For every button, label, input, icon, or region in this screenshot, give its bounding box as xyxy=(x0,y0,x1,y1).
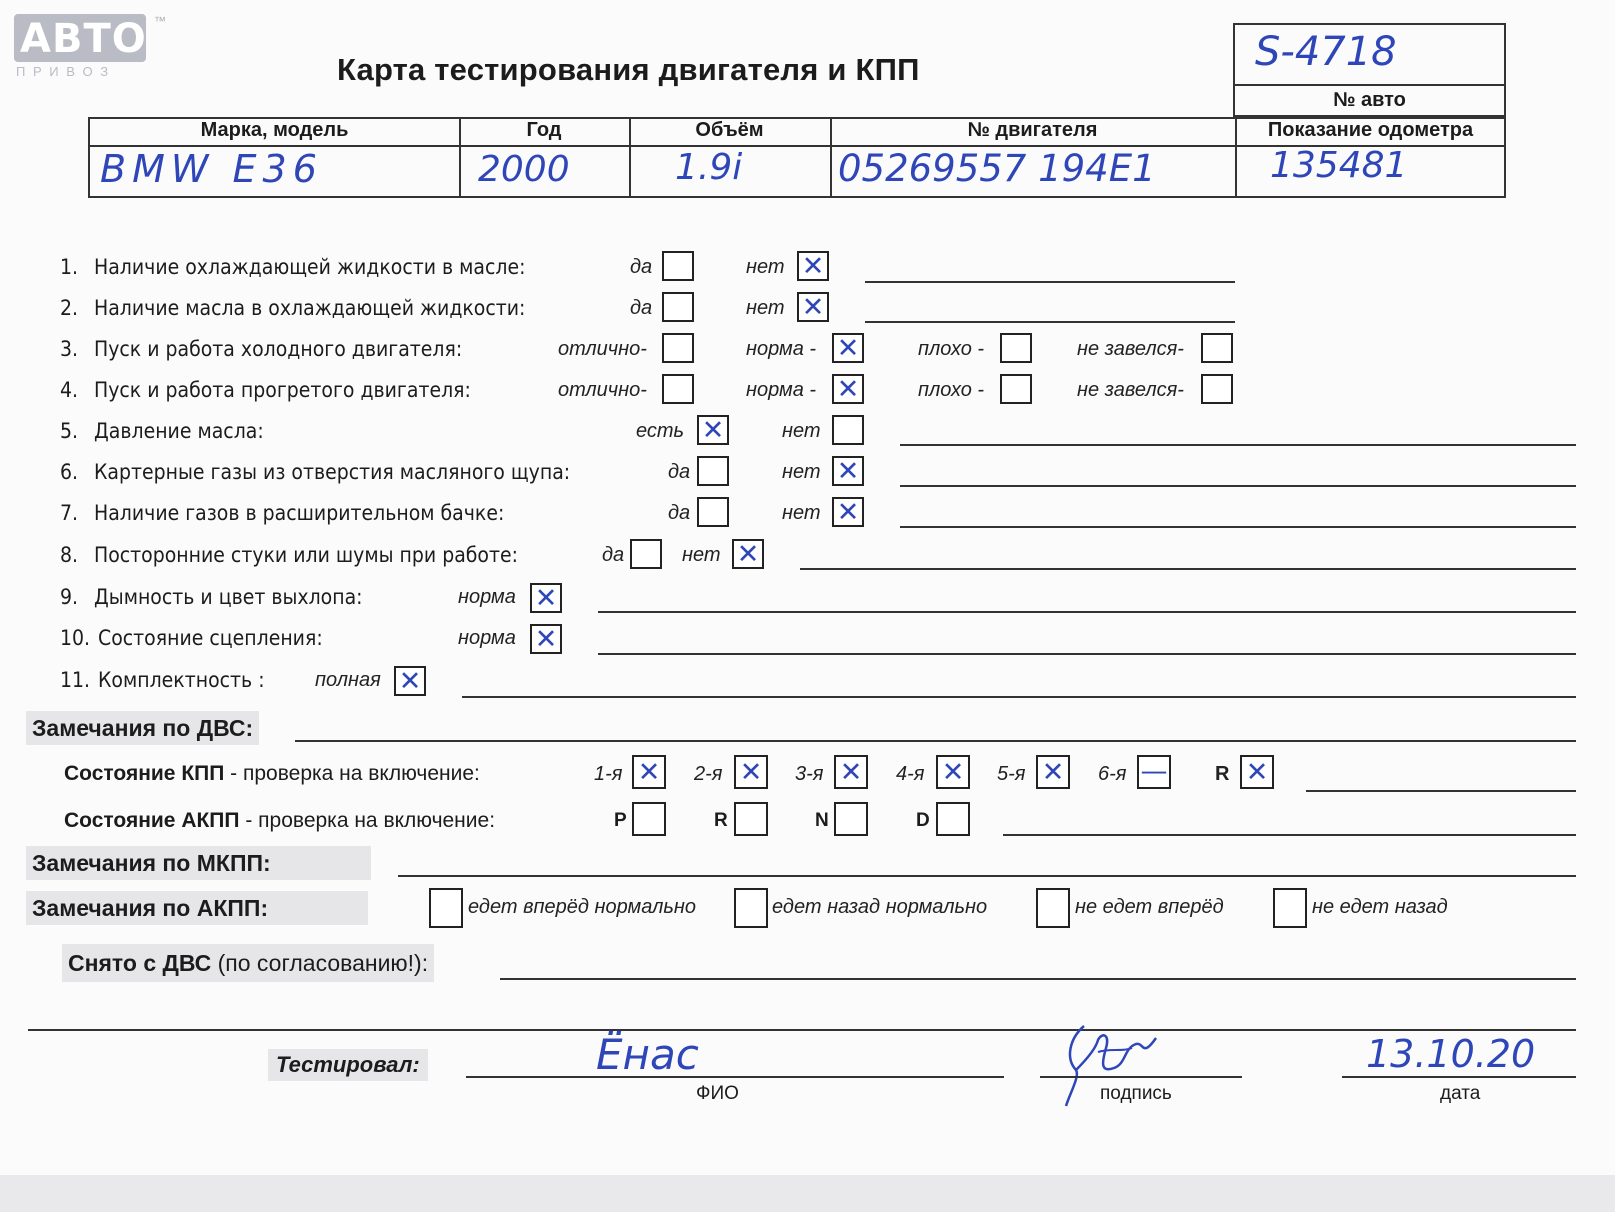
akpp-backward-ok-label: едет назад нормально xyxy=(772,896,988,918)
fio-label: ФИО xyxy=(696,1083,739,1104)
separator-line xyxy=(28,1029,1576,1031)
q2-line xyxy=(865,321,1235,323)
q3-opt-normal-label: норма - xyxy=(746,338,817,360)
dvs-remarks-label: Замечания по ДВС: xyxy=(26,711,259,745)
question-6-number: 6. xyxy=(60,460,79,484)
col-header-model: Марка, модель xyxy=(200,119,349,141)
logo-subtext: П Р И В О З xyxy=(16,64,111,79)
q3-opt-excellent-label: отлично- xyxy=(558,338,647,360)
q1-checkbox-no[interactable] xyxy=(797,251,829,281)
col-header-engine-number: № двигателя xyxy=(967,119,1098,141)
akpp-label-rest: - проверка на включение: xyxy=(239,809,496,832)
question-4-text: Пуск и работа прогретого двигателя: xyxy=(94,378,471,402)
q6-line xyxy=(900,485,1576,487)
fio-line[interactable] xyxy=(466,1076,1004,1078)
mode-d-checkbox[interactable] xyxy=(936,802,970,836)
gear-3-label: 3-я xyxy=(795,763,824,785)
removed-label xyxy=(62,944,434,982)
question-1-text: Наличие охлаждающей жидкости в масле: xyxy=(94,255,526,279)
q1-opt-no-label: нет xyxy=(746,256,785,278)
tester-name-value: Ёнас xyxy=(596,1030,699,1079)
q2-checkbox-no[interactable] xyxy=(797,292,829,322)
question-10-number: 10. xyxy=(60,626,91,650)
akpp-remarks-label: Замечания по АКПП: xyxy=(26,891,368,925)
q1-checkbox-yes[interactable] xyxy=(662,251,694,281)
q5-line xyxy=(900,444,1576,446)
question-2-number: 2. xyxy=(60,296,79,320)
mode-p-checkbox[interactable] xyxy=(632,802,666,836)
q6-opt-yes-label: да xyxy=(668,461,691,483)
gear-3-checkbox[interactable] xyxy=(834,755,868,789)
logo-tm: ™ xyxy=(154,14,166,28)
signature-line[interactable] xyxy=(1040,1076,1242,1078)
gear-5-label: 5-я xyxy=(997,763,1026,785)
gear-r-label: R xyxy=(1215,763,1230,785)
check-mark: ✕ xyxy=(801,292,825,323)
akpp-no-forward-label: не едет вперёд xyxy=(1075,896,1224,918)
mode-n-checkbox[interactable] xyxy=(834,802,868,836)
col-header-volume: Объём xyxy=(695,119,764,141)
value-odometer: 135481 xyxy=(1270,145,1408,186)
q7-checkbox-no[interactable] xyxy=(832,497,864,527)
q4-checkbox-excellent[interactable] xyxy=(662,374,694,404)
check-mark: ✕ xyxy=(398,666,422,697)
check-mark: ✕ xyxy=(701,415,725,446)
check-mark: ✕ xyxy=(941,757,965,788)
q8-opt-yes-label: да xyxy=(602,544,625,566)
signature-label: подпись xyxy=(1100,1083,1172,1104)
question-8-text: Посторонние стуки или шумы при работе: xyxy=(94,543,518,567)
q8-line xyxy=(800,568,1576,570)
question-5-number: 5. xyxy=(60,419,79,443)
kpp-label xyxy=(64,762,480,786)
akpp-forward-ok-label: едет вперёд нормально xyxy=(468,896,697,918)
check-mark: ✕ xyxy=(836,333,860,364)
check-mark: ✕ xyxy=(836,374,860,405)
q2-opt-yes-label: да xyxy=(630,297,653,319)
gear-r-checkbox[interactable] xyxy=(1240,755,1274,789)
q4-checkbox-normal[interactable] xyxy=(832,374,864,404)
check-mark: ✕ xyxy=(637,757,661,788)
scan-background xyxy=(0,1175,1615,1212)
gear-1-checkbox[interactable] xyxy=(632,755,666,789)
question-9-number: 9. xyxy=(60,585,79,609)
q4-checkbox-nostart[interactable] xyxy=(1201,374,1233,404)
value-engine-number: 05269557 194E1 xyxy=(838,147,1156,190)
check-mark: ✕ xyxy=(1245,757,1269,788)
q4-opt-excellent-label: отлично- xyxy=(558,379,647,401)
gear-2-label: 2-я xyxy=(694,763,723,785)
gear-4-label: 4-я xyxy=(896,763,925,785)
gear-6-checkbox[interactable] xyxy=(1137,755,1171,789)
akpp-label-bold: Состояние АКПП xyxy=(64,809,240,832)
q9-checkbox-normal[interactable] xyxy=(530,583,562,613)
q3-opt-nostart-label: не завелся- xyxy=(1077,338,1184,360)
date-line[interactable] xyxy=(1342,1076,1576,1078)
akpp-no-forward-checkbox[interactable] xyxy=(1036,888,1070,928)
car-number-label: № авто xyxy=(1333,89,1406,111)
car-number-value: S-4718 xyxy=(1255,29,1397,75)
q1-opt-yes-label: да xyxy=(630,256,653,278)
gear-5-checkbox[interactable] xyxy=(1036,755,1070,789)
car-number-box xyxy=(1233,23,1506,117)
q8-checkbox-no[interactable] xyxy=(732,539,764,569)
gear-2-checkbox[interactable] xyxy=(734,755,768,789)
question-1-number: 1. xyxy=(60,255,79,279)
removed-label-bold: Снято с ДВС xyxy=(68,950,212,976)
akpp-line xyxy=(1003,834,1576,836)
q11-checkbox-complete[interactable] xyxy=(394,666,426,696)
tested-by-label: Тестировал: xyxy=(268,1049,428,1081)
check-mark: ✕ xyxy=(801,251,825,282)
mkpp-remarks-label: Замечания по МКПП: xyxy=(26,846,371,880)
q7-opt-no-label: нет xyxy=(782,502,821,524)
logo xyxy=(14,14,166,79)
question-11-text: Комплектность : xyxy=(98,668,265,692)
value-volume: 1.9i xyxy=(675,147,743,188)
q4-checkbox-bad[interactable] xyxy=(1000,374,1032,404)
header-table xyxy=(88,117,1506,198)
q4-opt-nostart-label: не завелся- xyxy=(1077,379,1184,401)
akpp-no-backward-label: не едет назад xyxy=(1312,896,1448,918)
col-header-odometer: Показание одометра xyxy=(1267,119,1474,141)
akpp-forward-ok-checkbox[interactable] xyxy=(429,888,463,928)
q8-checkbox-yes[interactable] xyxy=(630,539,662,569)
removed-line[interactable] xyxy=(500,978,1576,980)
value-model: BMW E36 xyxy=(100,147,323,191)
check-mark: ✕ xyxy=(836,456,860,487)
check-mark: ✕ xyxy=(839,757,863,788)
check-mark: ✕ xyxy=(736,539,760,570)
akpp-backward-ok-checkbox[interactable] xyxy=(734,888,768,928)
q7-line xyxy=(900,526,1576,528)
q5-checkbox-yes[interactable] xyxy=(697,415,729,445)
q11-line xyxy=(462,696,1576,698)
mode-p-label: P xyxy=(614,810,627,831)
q10-checkbox-normal[interactable] xyxy=(530,624,562,654)
q5-checkbox-no[interactable] xyxy=(832,415,864,445)
kpp-line xyxy=(1306,790,1576,792)
dvs-remarks-line[interactable] xyxy=(295,740,1576,742)
q5-opt-yes-label: есть xyxy=(636,420,685,442)
page-title: Карта тестирования двигателя и КПП xyxy=(337,52,920,87)
mode-n-label: N xyxy=(815,810,829,831)
dash-mark: — xyxy=(1140,756,1168,787)
question-6-text: Картерные газы из отверстия масляного щупа: xyxy=(94,460,571,484)
question-5-text: Давление масла: xyxy=(94,419,264,443)
question-10-text: Состояние сцепления: xyxy=(98,626,323,650)
q2-opt-no-label: нет xyxy=(746,297,785,319)
kpp-label-rest: - проверка на включение: xyxy=(224,762,480,785)
question-2-text: Наличие масла в охлаждающей жидкости: xyxy=(94,296,526,320)
q1-line xyxy=(865,281,1235,283)
gear-1-label: 1-я xyxy=(594,763,623,785)
removed-label-rest: (по согласованию!): xyxy=(211,950,429,976)
mode-r-checkbox[interactable] xyxy=(734,802,768,836)
q3-checkbox-nostart[interactable] xyxy=(1201,333,1233,363)
q3-checkbox-excellent[interactable] xyxy=(662,333,694,363)
gear-6-label: 6-я xyxy=(1098,763,1127,785)
value-year: 2000 xyxy=(478,149,570,190)
question-9-text: Дымность и цвет выхлопа: xyxy=(94,585,363,609)
question-7-number: 7. xyxy=(60,501,79,525)
check-mark: ✕ xyxy=(1041,757,1065,788)
q7-opt-yes-label: да xyxy=(668,502,691,524)
date-label: дата xyxy=(1440,1083,1481,1104)
q11-opt-complete-label: полная xyxy=(315,669,381,691)
q8-opt-no-label: нет xyxy=(682,544,721,566)
gear-4-checkbox[interactable] xyxy=(936,755,970,789)
kpp-label-bold: Состояние КПП xyxy=(64,762,225,785)
question-3-text: Пуск и работа холодного двигателя: xyxy=(94,337,463,361)
date-value: 13.10.20 xyxy=(1366,1032,1536,1076)
q9-opt-normal-label: норма xyxy=(458,586,516,608)
question-3-number: 3. xyxy=(60,337,79,361)
akpp-label xyxy=(64,809,495,833)
mkpp-remarks-line[interactable] xyxy=(398,875,1576,877)
q4-opt-normal-label: норма - xyxy=(746,379,817,401)
check-mark: ✕ xyxy=(534,624,558,655)
question-11-number: 11. xyxy=(60,668,91,692)
q5-opt-no-label: нет xyxy=(782,420,821,442)
check-mark: ✕ xyxy=(739,757,763,788)
q4-opt-bad-label: плохо - xyxy=(918,379,985,401)
question-4-number: 4. xyxy=(60,378,79,402)
q6-checkbox-yes[interactable] xyxy=(697,456,729,486)
q6-checkbox-no[interactable] xyxy=(832,456,864,486)
q6-opt-no-label: нет xyxy=(782,461,821,483)
q3-checkbox-normal[interactable] xyxy=(832,333,864,363)
q10-opt-normal-label: норма xyxy=(458,627,516,649)
question-7-text: Наличие газов в расширительном бачке: xyxy=(94,501,505,525)
q10-line xyxy=(598,653,1576,655)
q3-checkbox-bad[interactable] xyxy=(1000,333,1032,363)
logo-text: АВТО xyxy=(20,16,147,62)
question-8-number: 8. xyxy=(60,543,79,567)
q9-line xyxy=(598,611,1576,613)
check-mark: ✕ xyxy=(836,497,860,528)
check-mark: ✕ xyxy=(534,583,558,614)
q3-opt-bad-label: плохо - xyxy=(918,338,985,360)
mode-r-label: R xyxy=(714,810,728,831)
akpp-no-backward-checkbox[interactable] xyxy=(1273,888,1307,928)
q2-checkbox-yes[interactable] xyxy=(662,292,694,322)
q7-checkbox-yes[interactable] xyxy=(697,497,729,527)
col-header-year: Год xyxy=(526,119,562,141)
mode-d-label: D xyxy=(916,810,930,831)
